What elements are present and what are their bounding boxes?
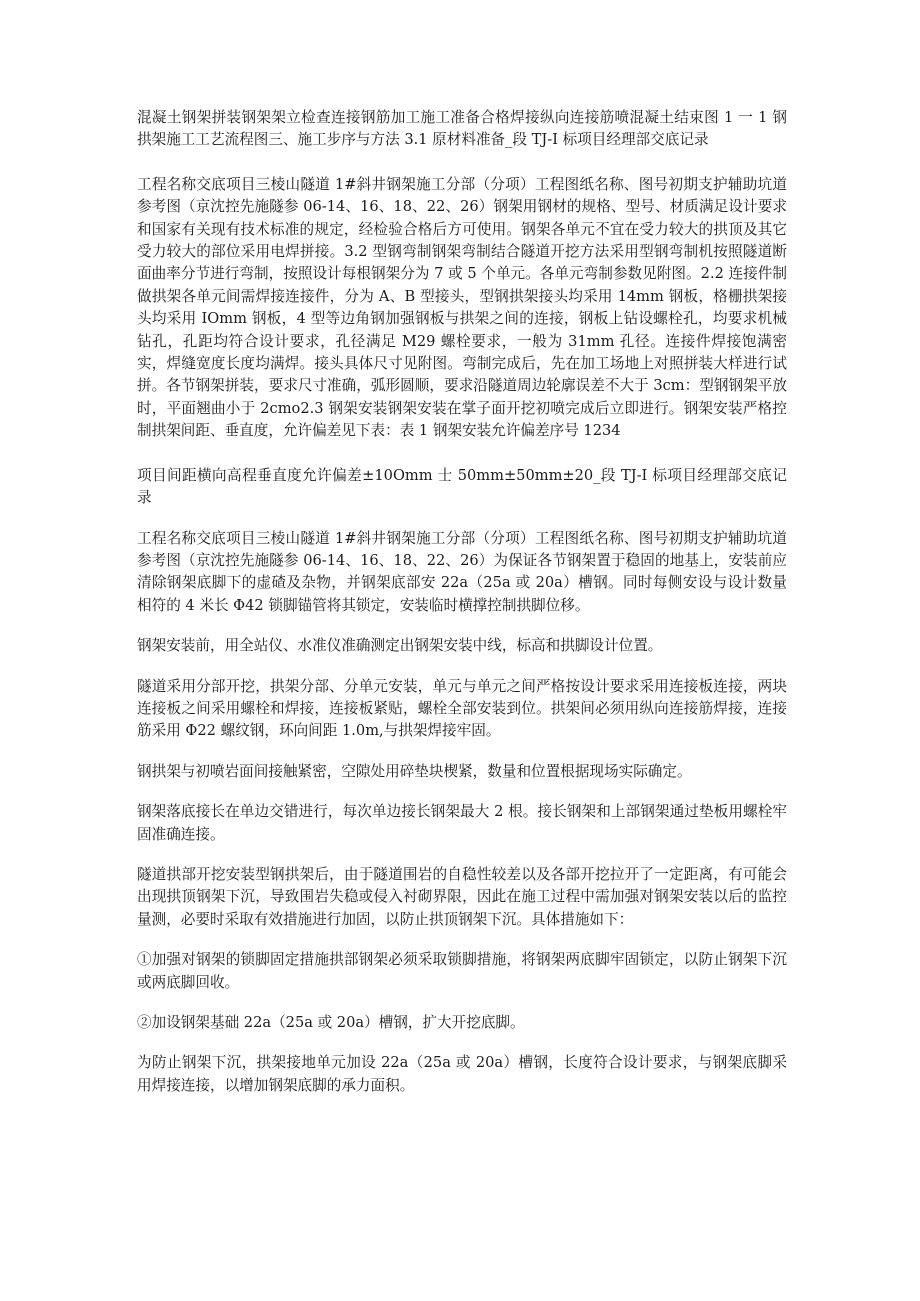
paragraph-7: 钢拱架与初喷岩面间接触紧密，空隙处用碎垫块楔紧，数量和位置根据现场实际确定。 — [137, 762, 692, 780]
paragraph-2: 工程名称交底项目三棱山隧道 1#斜井钢架施工分部（分项）工程图纸名称、图号初期支护辅助坑道参考图（京沈控先施隧参 06-14、16、18、22、26）钢架用钢材的规格、型号、材质满足设计要求和国家有关现有技术标准的规定，经检验合格后方可使用。钢架各单元不宜在受力较大的拱顶及其它受力较大的部位采用电焊拼接。3.2 型钢弯制钢架弯制结合隧道开挖方法采用型钢弯制机按照隧道断面曲率分节进行弯制，按照设计每根钢架分为 7 或 5 个单元。各单元弯制参数见附图。2.2 连接件制做拱架各单元间需焊接连接件，分为 A、B 型接头，型钢拱架接头均采用 14mm 钢板，格栅拱架接头均采用 IOmm 钢板，4 型等边角钢加强钢板与拱架之间的连接，钢板上钻设螺栓孔，均要求机械钻孔，孔距均符合设计要求，孔径满足 M29 螺栓要求，一般为 31mm 孔径。连接件焊接饱满密实，焊缝宽度长度均满焊。接头具体尺寸见附图。弯制完成后，先在加工场地上对照拼装大样进行试拼。各节钢架拼装，要求尺寸准确，弧形圆顺，要求沿隧道周边轮廓误差不大于 3cm：型钢钢架平放时，平面翘曲小于 2cmo2.3 钢架安装钢架安装在掌子面开挖初喷完成后立即进行。钢架安装严格控制拱架间距、垂直度，允许偏差见下表：表 1 钢架安装允许偏差序号 1234 — [137, 175, 787, 440]
paragraph-12: 为防止钢架下沉，拱架接地单元加设 22a（25a 或 20a）槽钢，长度符合设计要求，与钢架底脚采用焊接连接，以增加钢架底脚的承力面积。 — [137, 1054, 787, 1094]
document-body — [137, 107, 787, 1097]
paragraph-4: 工程名称交底项目三棱山隧道 1#斜井钢架施工分部（分项）工程图纸名称、图号初期支护辅助坑道参考图（京沈控先施隧参 06-14、16、18、22、26）为保证各节钢架置于稳固的地基上，安装前应清除钢架底脚下的虚碴及杂物，并钢架底部安 22a（25a 或 20a）槽钢。同时每侧安设与设计数量相符的 4 米长 Φ42 锁脚锚管将其锁定，安装临时横撑控制拱脚位移。 — [137, 529, 787, 614]
paragraph-3: 项目间距横向高程垂直度允许偏差±10Omm 士 50mm±50mm±20_段 TJ-I 标项目经理部交底记录 — [137, 466, 787, 507]
paragraph-5: 钢架安装前，用全站仪、水准仪准确测定出钢架安装中线，标高和拱脚设计位置。 — [137, 637, 663, 655]
paragraph-11: ②加设钢架基础 22a（25a 或 20a）槽钢，扩大开挖底脚。 — [137, 1014, 525, 1031]
paragraph-9: 隧道拱部开挖安装型钢拱架后，由于隧道围岩的自稳性较差以及各部开挖拉开了一定距离，有可能会出现拱顶钢架下沉，导致围岩失稳或侵入衬砌界限，因此在施工过程中需加强对钢架安装以后的监控量测，必要时采取有效措施进行加固，以防止拱顶钢架下沉。具体措施如下： — [137, 865, 787, 928]
paragraph-1: 混凝土钢架拼装钢架架立检查连接钢筋加工施工准备合格焊接纵向连接筋喷混凝土结束图 1 一 1 钢拱架施工工艺流程图三、施工步序与方法 3.1 原材料准备_段 TJ-I 标项目经理部交底记录 — [137, 109, 787, 149]
paragraph-8: 钢架落底接长在单边交错进行，每次单边接长钢架最大 2 根。接长钢架和上部钢架通过垫板用螺栓牢固准确连接。 — [137, 803, 787, 843]
paragraph-6: 隧道采用分部开挖，拱架分部、分单元安装，单元与单元之间严格按设计要求采用连接板连接，两块连接板之间采用螺栓和焊接，连接板紧贴，螺栓全部安装到位。拱架间必须用纵向连接筋焊接，连接筋采用 Φ22 螺纹钢，环向间距 1.0m,与拱架焊接牢固。 — [137, 677, 787, 740]
paragraph-10: ①加强对钢架的锁脚固定措施拱部钢架必须采取锁脚措施，将钢架两底脚牢固锁定，以防止钢架下沉或两底脚回收。 — [137, 951, 787, 991]
